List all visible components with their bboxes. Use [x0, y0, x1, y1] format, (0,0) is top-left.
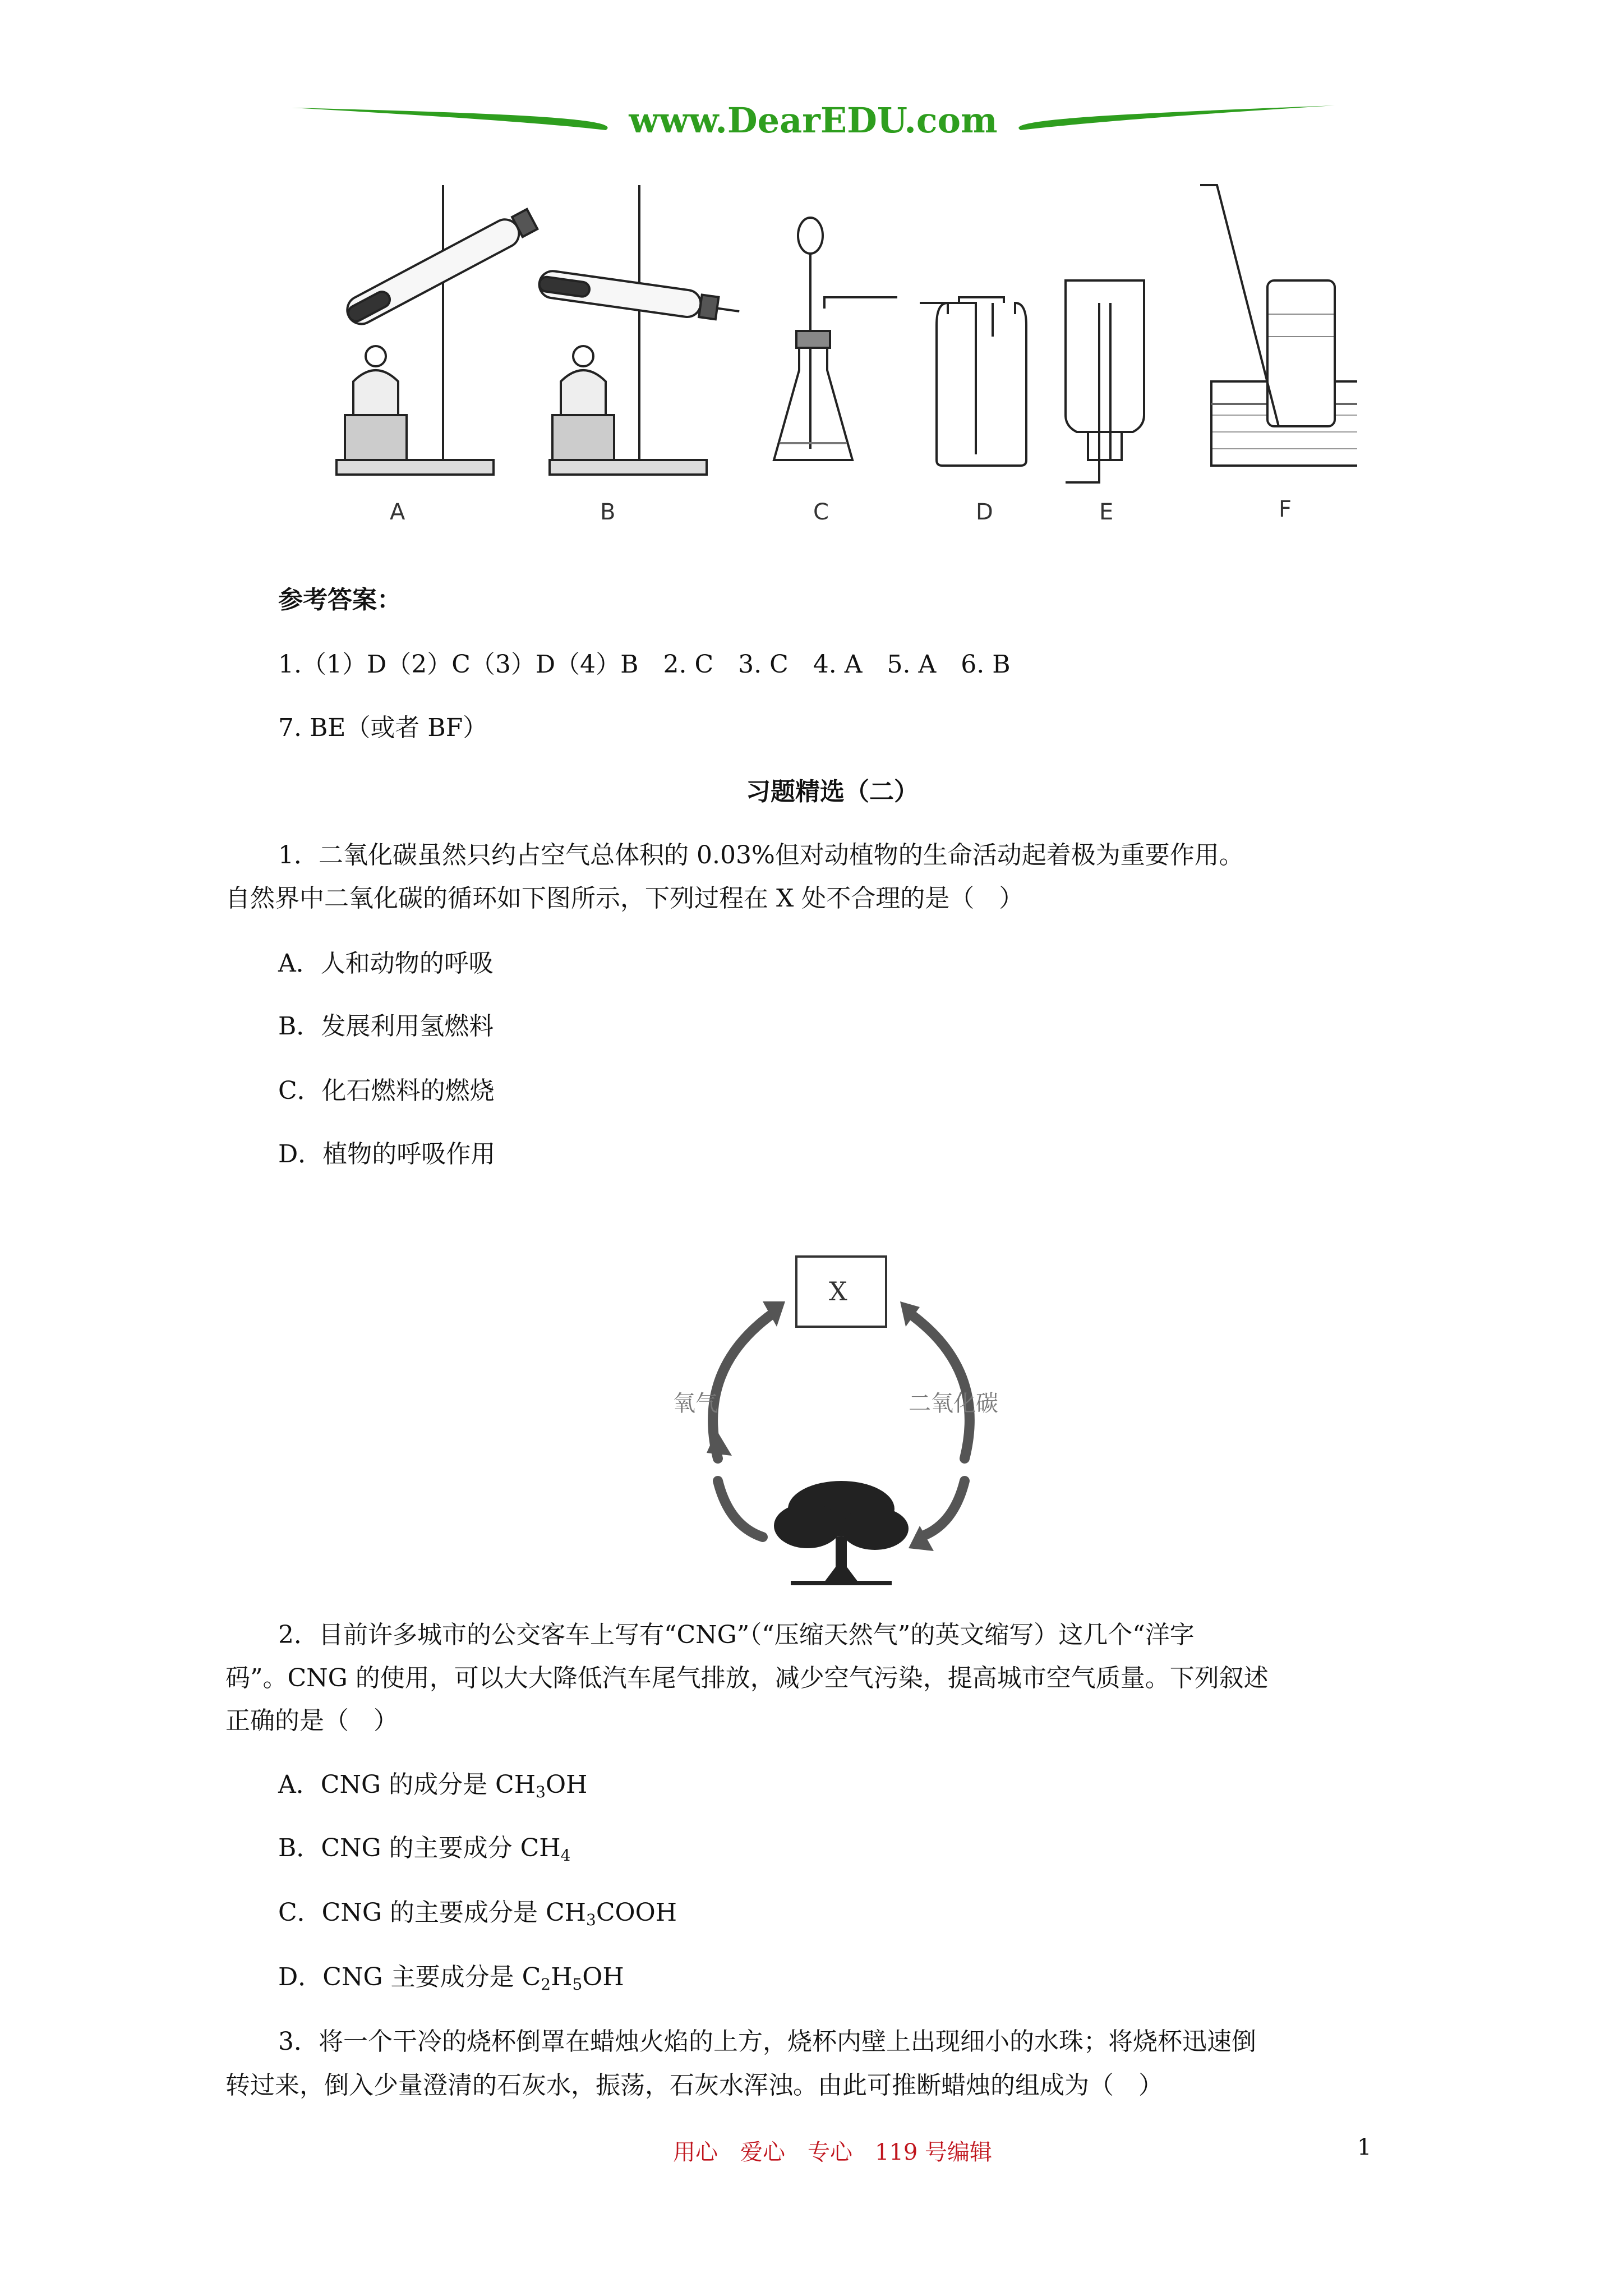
oxygen-label: 氧气	[673, 1391, 718, 1416]
q2-option-b: B．CNG 的主要成分 $CH_4$	[278, 1834, 571, 1865]
q1-line-2: 自然界中二氧化碳的循环如下图所示，下列过程在 X 处不合理的是（ ）	[225, 884, 1024, 913]
answers-title: 参考答案：	[278, 586, 402, 614]
footer-text: 用心 爱心 专心 119 号编辑	[673, 2139, 993, 2165]
label-b: B	[600, 499, 616, 525]
header-banner	[292, 95, 1335, 146]
page-number: 1	[1357, 2134, 1372, 2160]
label-a: A	[390, 499, 405, 525]
label-f: F	[1279, 496, 1292, 522]
apparatus-figure	[314, 168, 1357, 539]
q2-option-c: C．CNG 的主要成分是 $CH_3COOH$	[278, 1898, 677, 1929]
label-c: C	[813, 499, 829, 525]
q1-option-d: D．植物的呼吸作用	[278, 1140, 496, 1168]
q1-option-b: B．发展利用氢燃料	[278, 1012, 494, 1041]
answers-line-2: 7. BE（或者 BF）	[278, 714, 488, 742]
q2-line-2: 码”。CNG 的使用，可以大大降低汽车尾气排放，减少空气污染，提高城市空气质量。下列叙述	[225, 1664, 1269, 1692]
section-title: 习题精选（二）	[746, 777, 919, 806]
q2-line-3: 正确的是（ ）	[225, 1706, 398, 1735]
apparatus-d-icon	[920, 297, 1026, 466]
answers-line-1: 1.（1）D（2）C（3）D（4）B 2. C 3. C 4. A 5. A 6. B	[278, 650, 1011, 679]
apparatus-b-icon	[538, 185, 741, 475]
tree-icon	[774, 1481, 909, 1585]
apparatus-a-icon	[336, 185, 539, 475]
q1-option-a: A．人和动物的呼吸	[278, 949, 494, 978]
q3-line-1: 3．将一个干冷的烧杯倒罩在蜡烛火焰的上方，烧杯内壁上出现细小的水珠；将烧杯迅速倒	[278, 2027, 1256, 2056]
carbon-cycle-figure	[651, 1245, 1009, 1593]
label-e: E	[1099, 499, 1114, 525]
q1-option-c: C．化石燃料的燃烧	[278, 1076, 495, 1105]
apparatus-f-icon	[1200, 185, 1357, 466]
apparatus-e-icon	[1066, 280, 1144, 482]
x-box-label: X	[829, 1276, 847, 1306]
q2-line-1: 2．目前许多城市的公交客车上写有“CNG”（“压缩天然气”的英文缩写）这几个“洋字	[278, 1621, 1195, 1649]
q3-line-2: 转过来，倒入少量澄清的石灰水，振荡，石灰水浑浊。由此可推断蜡烛的组成为（ ）	[225, 2071, 1163, 2100]
label-d: D	[976, 499, 993, 525]
apparatus-c-icon	[774, 218, 897, 460]
site-url[interactable]: www.DearEDU.com	[629, 100, 998, 141]
co2-label: 二氧化碳	[909, 1391, 998, 1416]
q2-option-a: A．CNG 的成分是 $CH_3OH$	[278, 1770, 588, 1801]
q2-option-d: D．CNG 主要成分是 $C_2H_5OH$	[278, 1963, 624, 1994]
q1-line-1: 1．二氧化碳虽然只约占空气总体积的 0.03%但对动植物的生命活动起着极为重要作用。	[278, 841, 1244, 869]
